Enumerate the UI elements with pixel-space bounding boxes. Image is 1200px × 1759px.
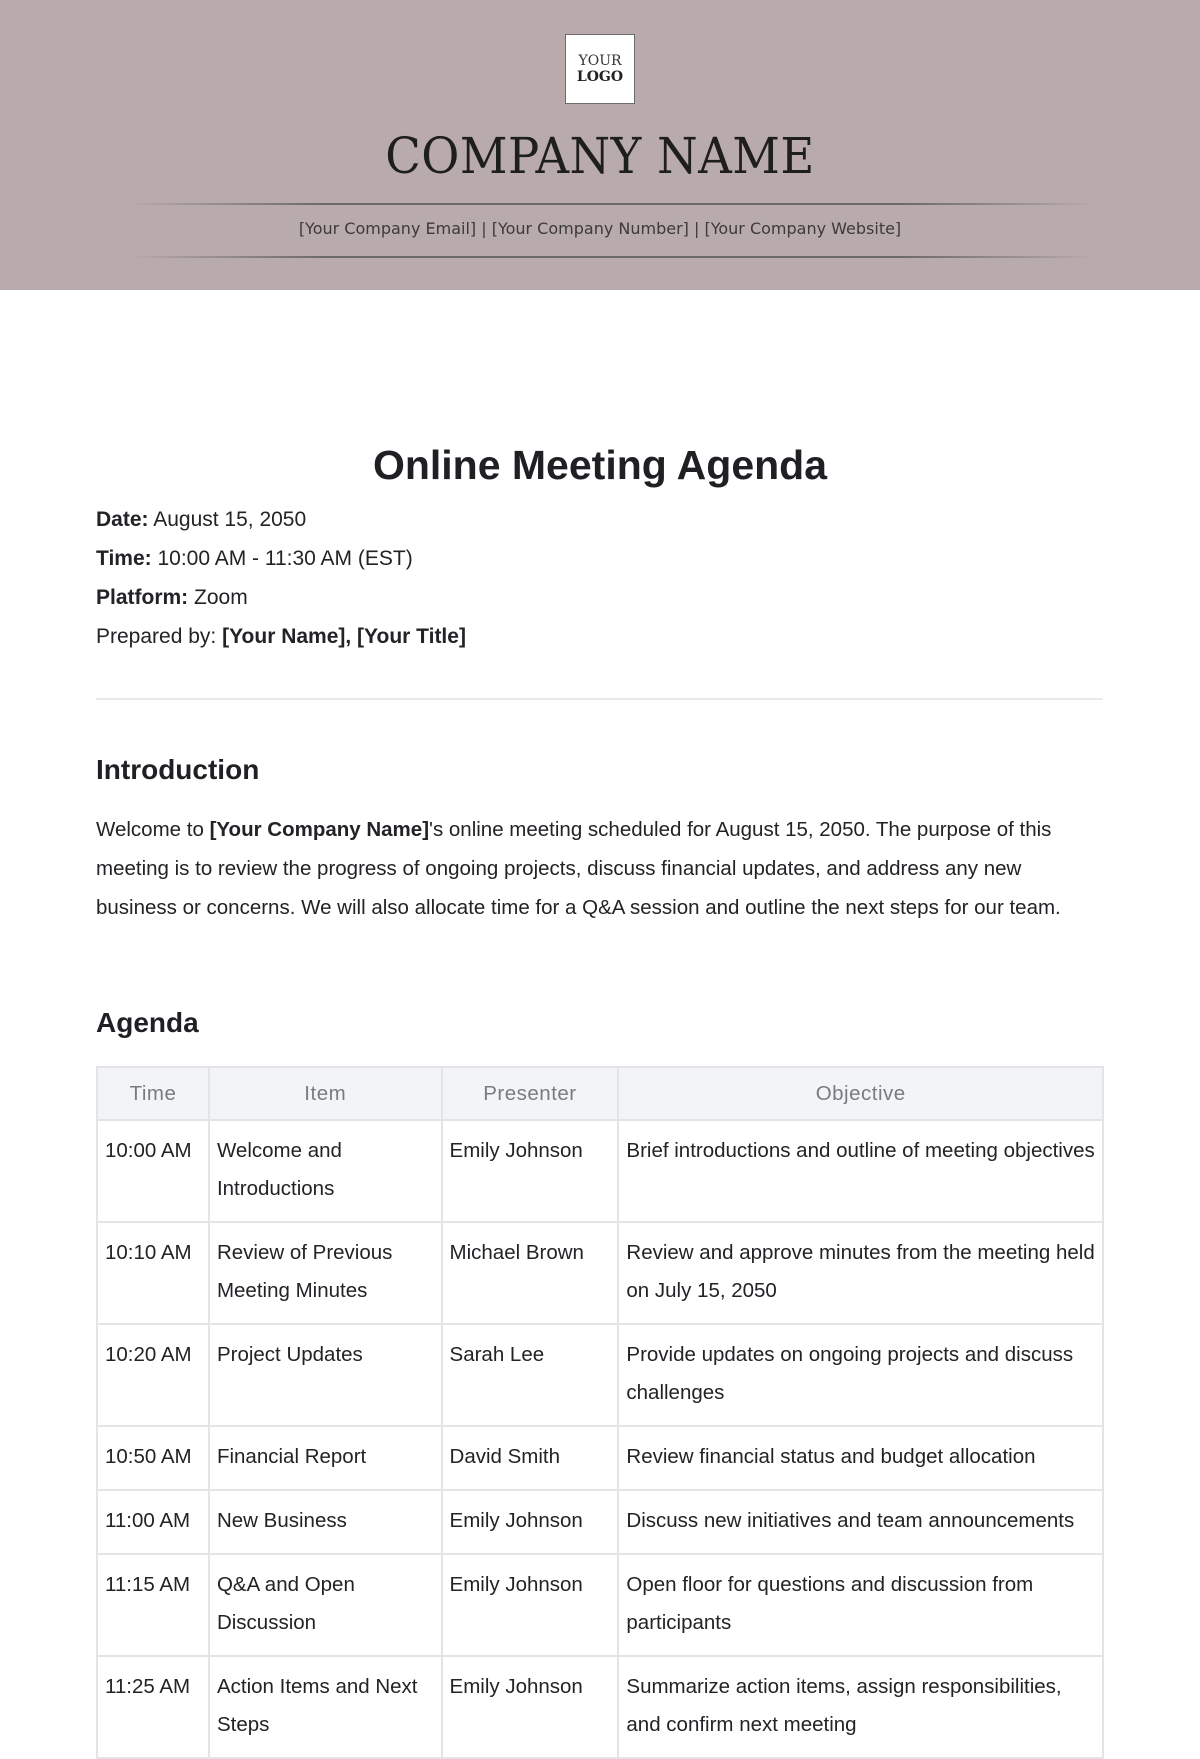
prepared-label: Prepared by: [96,625,217,648]
meeting-date [96,500,466,539]
document-title: Online Meeting Agenda [372,442,828,488]
cell-objective: Summarize action items, assign responsibilities, and confirm next meeting [618,1656,1103,1758]
cell-objective: Open floor for questions and discussion from participants [618,1554,1103,1656]
section-divider [96,698,1103,700]
table-row [97,1656,1103,1758]
cell-presenter: Emily Johnson [442,1490,619,1554]
header-divider-top [128,203,1096,205]
cell-time: 10:10 AM [97,1222,209,1324]
column-header-time: Time [97,1067,209,1120]
platform-value: Zoom [194,586,248,609]
table-row [97,1490,1103,1554]
agenda-table [96,1066,1104,1759]
intro-text-after: 's online meeting scheduled for August 15, 2050. The purpose of this meeting is to review the progress of ongoing projects, discuss financial updates, and address any new business or concerns. We will also allocate time for a Q&A session and outline the next steps for our team. [96,818,1061,919]
meeting-time [96,539,466,578]
column-header-presenter: Presenter [442,1067,619,1120]
date-label: Date: [96,508,149,531]
company-name-placeholder: [Your Company Name] [209,818,430,841]
platform-label: Platform: [96,586,189,609]
cell-objective: Review and approve minutes from the meeting held on July 15, 2050 [618,1222,1103,1324]
table-row [97,1222,1103,1324]
cell-objective: Review financial status and budget allocation [618,1426,1103,1490]
meeting-platform [96,578,466,617]
header-divider-bottom [128,256,1096,258]
cell-time: 11:15 AM [97,1554,209,1656]
document-header [0,0,1200,290]
table-row [97,1554,1103,1656]
company-contact-line: [Your Company Email] | [Your Company Number] | [Your Company Website] [298,219,902,238]
cell-presenter: Michael Brown [442,1222,619,1324]
cell-item: Review of Previous Meeting Minutes [209,1222,442,1324]
cell-objective: Brief introductions and outline of meeting objectives [618,1120,1103,1222]
cell-presenter: Emily Johnson [442,1656,619,1758]
time-label: Time: [96,547,152,570]
cell-presenter: Emily Johnson [442,1554,619,1656]
column-header-item: Item [209,1067,442,1120]
cell-objective: Provide updates on ongoing projects and discuss challenges [618,1324,1103,1426]
intro-text-before: Welcome to [96,818,210,841]
cell-presenter: Sarah Lee [442,1324,619,1426]
logo-line-1: YOUR [578,53,622,69]
table-row [97,1120,1103,1222]
company-name: COMPANY NAME [385,127,815,185]
introduction-heading: Introduction [96,754,260,785]
prepared-value: [Your Name], [Your Title] [222,625,466,648]
cell-item: Financial Report [209,1426,442,1490]
meeting-details [96,500,466,656]
cell-item: Project Updates [209,1324,442,1426]
cell-item: Welcome and Introductions [209,1120,442,1222]
cell-presenter: David Smith [442,1426,619,1490]
logo-line-2: LOGO [576,69,624,85]
cell-time: 10:00 AM [97,1120,209,1222]
prepared-by [96,617,466,656]
cell-time: 11:00 AM [97,1490,209,1554]
time-value: 10:00 AM - 11:30 AM (EST) [157,547,413,570]
cell-item: Q&A and Open Discussion [209,1554,442,1656]
table-row [97,1324,1103,1426]
introduction-paragraph [96,810,1106,927]
cell-presenter: Emily Johnson [442,1120,619,1222]
cell-item: Action Items and Next Steps [209,1656,442,1758]
date-value: August 15, 2050 [153,508,307,531]
cell-objective: Discuss new initiatives and team announcements [618,1490,1103,1554]
agenda-heading: Agenda [96,1007,199,1038]
cell-time: 10:50 AM [97,1426,209,1490]
logo-placeholder [565,34,635,104]
table-header-row [97,1067,1103,1120]
cell-item: New Business [209,1490,442,1554]
cell-time: 11:25 AM [97,1656,209,1758]
cell-time: 10:20 AM [97,1324,209,1426]
column-header-objective: Objective [618,1067,1103,1120]
table-row [97,1426,1103,1490]
